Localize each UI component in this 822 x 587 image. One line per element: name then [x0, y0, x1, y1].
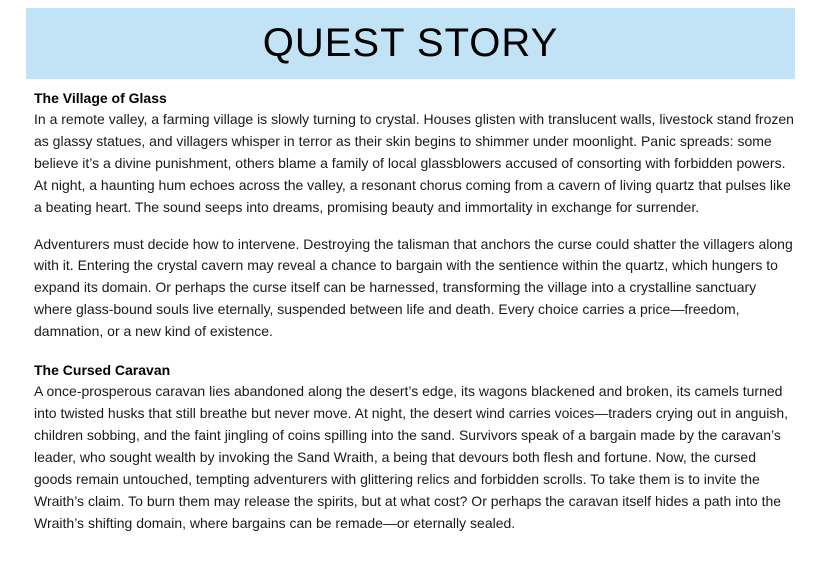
- title-banner: [26, 8, 795, 79]
- story-village-of-glass: [34, 87, 794, 343]
- story-paragraph: In a remote valley, a farming village is slowly turning to crystal. Houses glisten with translucent walls, livestock stand frozen as glassy statues, and villagers whisper in terror as their skin begins to shimmer under moonlight. Panic spreads: some believe it’s a divine punishment, others blame a family of local glassblowers accused of consorting with forbidden powers. At night, a haunting hum echoes across the valley, a resonant chorus coming from a cavern of living quartz that pulses like a beating heart. The sound seeps into dreams, promising beauty and immortality in exchange for surrender.: [34, 111, 794, 215]
- story-cursed-caravan: [34, 359, 794, 534]
- paragraph-spacer: [34, 219, 794, 234]
- story-content: [34, 87, 794, 534]
- story-title: The Cursed Caravan: [34, 362, 171, 379]
- story-paragraph: A once-prosperous caravan lies abandoned along the desert’s edge, its wagons blackened and broken, its camels turned into twisted husks that still breathe but never move. At night, the desert wind carries voices—traders crying out in anguish, children sobbing, and the faint jingling of coins spilling into the sand. Survivors speak of a bargain made by the caravan’s leader, who sought wealth by invoking the Sand Wraith, a being that devours both flesh and fortune. Now, the cursed goods remain untouched, tempting adventurers with glittering relics and forbidden scrolls. To take them is to invite the Wraith’s claim. To burn them may release the spirits, but at what cost? Or perhaps the caravan itself hides a path into the Wraith’s shifting domain, where bargains can be remade—or eternally sealed.: [34, 383, 789, 531]
- section-spacer: [34, 343, 794, 359]
- story-paragraph: Adventurers must decide how to intervene. Destroying the talisman that anchors the curse could shatter the villagers along with it. Entering the crystal cavern may reveal a chance to bargain with the sentience within the quartz, which hungers to expand its domain. Or perhaps the curse itself can be harnessed, transforming the village into a crystalline sanctuary where glass-bound souls live eternally, suspended between life and death. Every choice carries a price—freedom, damnation, or a new kind of existence.: [34, 235, 793, 340]
- page-title: QUEST STORY: [262, 21, 559, 65]
- story-title: The Village of Glass: [34, 90, 167, 106]
